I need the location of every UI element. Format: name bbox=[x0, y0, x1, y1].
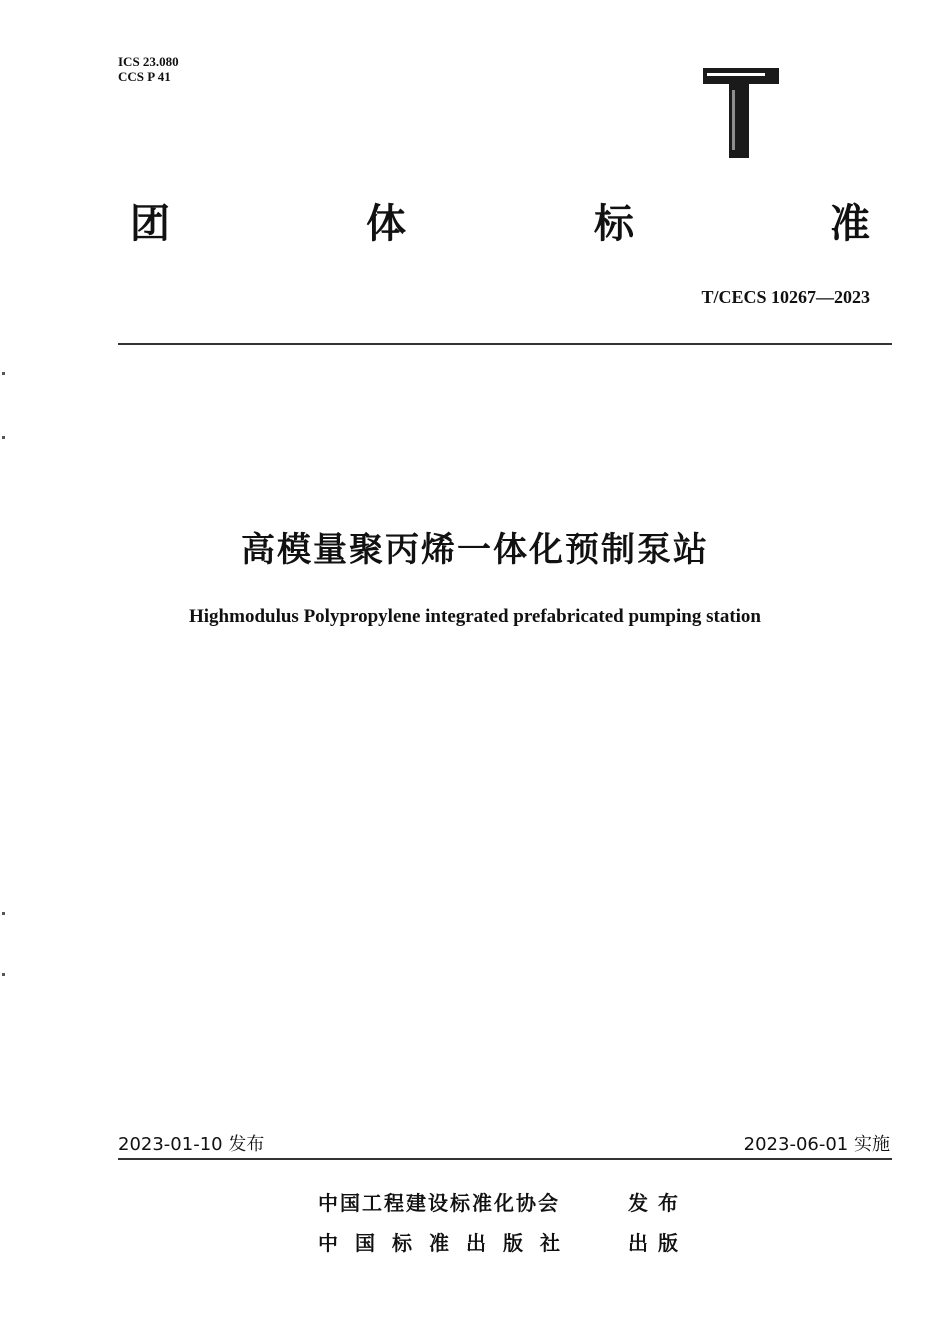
kind-char-1: 团 bbox=[130, 201, 170, 247]
title-chinese: 高模量聚丙烯一体化预制泵站 bbox=[241, 530, 709, 570]
publisher-role: 发布 bbox=[628, 1191, 688, 1215]
publisher-row bbox=[318, 1187, 688, 1216]
publisher-name: 中国工程建设标准化协会 bbox=[318, 1191, 560, 1215]
classification-codes bbox=[118, 54, 179, 84]
scan-mark bbox=[2, 372, 5, 375]
kind-char-3: 标 bbox=[594, 201, 634, 247]
standard-number: T/CECS 10267—2023 bbox=[701, 287, 870, 307]
scan-mark bbox=[2, 912, 5, 915]
top-divider bbox=[118, 343, 892, 345]
group-standard-t-logo bbox=[701, 66, 781, 161]
title-english: Highmodulus Polypropylene integrated prefabricated pumping station bbox=[189, 606, 761, 627]
publisher-row bbox=[318, 1227, 688, 1256]
kind-char-4: 准 bbox=[830, 201, 870, 247]
bottom-divider bbox=[118, 1158, 892, 1160]
publisher-name: 中国标准出版社 bbox=[318, 1231, 577, 1255]
kind-char-2: 体 bbox=[366, 201, 406, 247]
implementation-date: 2023-06-01 实施 bbox=[743, 1134, 890, 1155]
issue-date: 2023-01-10 发布 bbox=[118, 1134, 265, 1155]
scan-mark bbox=[2, 436, 5, 439]
publisher-role: 出版 bbox=[628, 1231, 688, 1255]
standard-kind-heading bbox=[130, 196, 882, 256]
ics-code: ICS 23.080 bbox=[118, 54, 179, 69]
scan-mark bbox=[2, 973, 5, 976]
ccs-code: CCS P 41 bbox=[118, 69, 171, 84]
